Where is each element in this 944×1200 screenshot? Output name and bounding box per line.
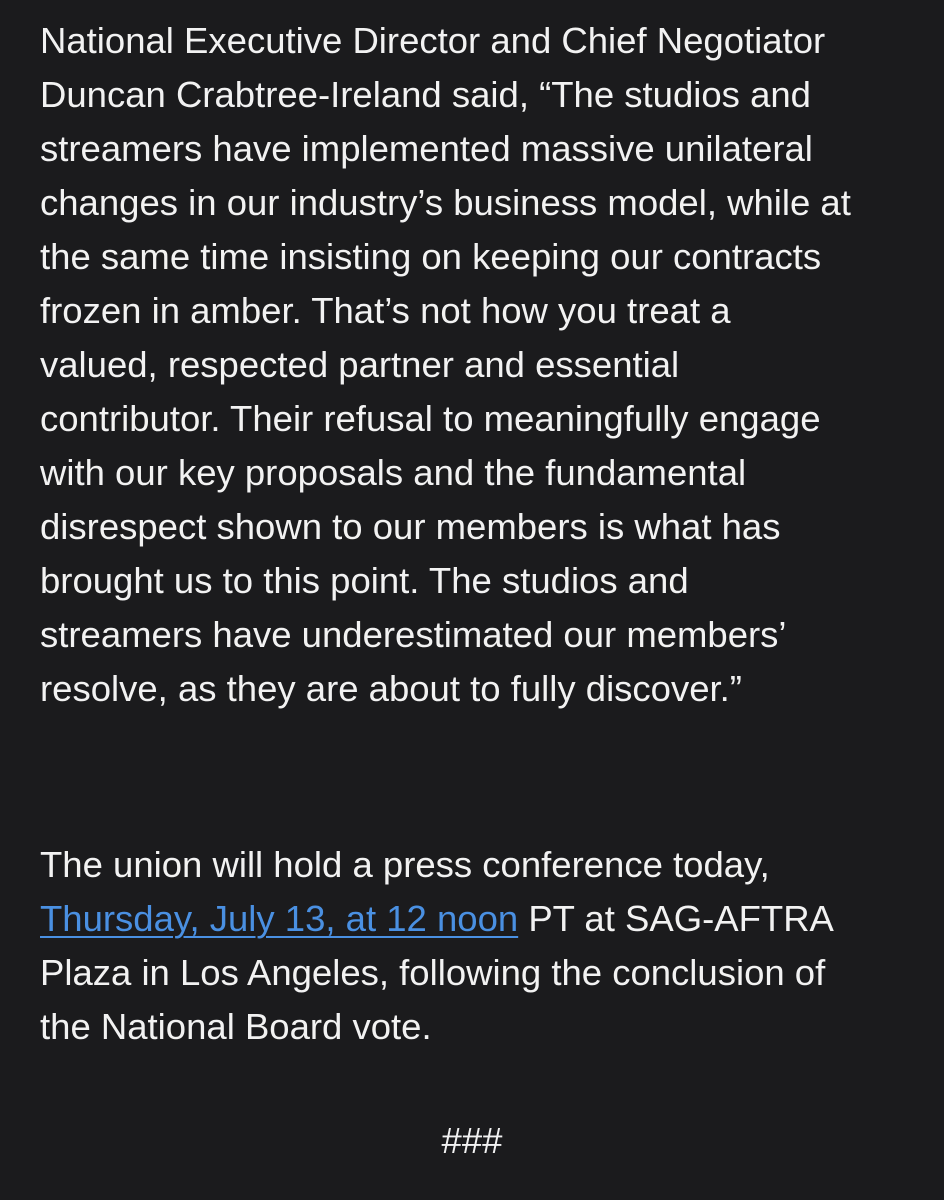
end-of-release-mark: ### <box>441 1120 503 1161</box>
text-segment: PT at SAG-AFTRA <box>518 898 834 939</box>
quote-paragraph <box>40 14 920 716</box>
text-line: streamers have implemented massive unilateral <box>40 128 813 169</box>
text-line: valued, respected partner and essential <box>40 344 680 385</box>
text-line: contributor. Their refusal to meaningfully engage <box>40 398 821 439</box>
text-line: brought us to this point. The studios and <box>40 560 689 601</box>
text-line <box>40 892 920 946</box>
text-line: the National Board vote. <box>40 1006 432 1047</box>
text-line: National Executive Director and Chief Negotiator <box>40 20 826 61</box>
text-line: disrespect shown to our members is what has <box>40 506 781 547</box>
text-line: streamers have underestimated our members’ <box>40 614 787 655</box>
date-time-link[interactable]: Thursday, July 13, at 12 noon <box>40 898 519 939</box>
text-line: Plaza in Los Angeles, following the conclusion of <box>40 952 826 993</box>
text-line: the same time insisting on keeping our contracts <box>40 236 822 277</box>
text-line: frozen in amber. That’s not how you treat a <box>40 290 731 331</box>
text-line: changes in our industry’s business model, while at <box>40 182 851 223</box>
text-line: with our key proposals and the fundamental <box>40 452 747 493</box>
text-line: Duncan Crabtree-Ireland said, “The studios and <box>40 74 811 115</box>
text-line: resolve, as they are about to fully discover.” <box>40 668 742 709</box>
press-conference-paragraph <box>40 838 920 1054</box>
text-line: The union will hold a press conference today, <box>40 844 770 885</box>
